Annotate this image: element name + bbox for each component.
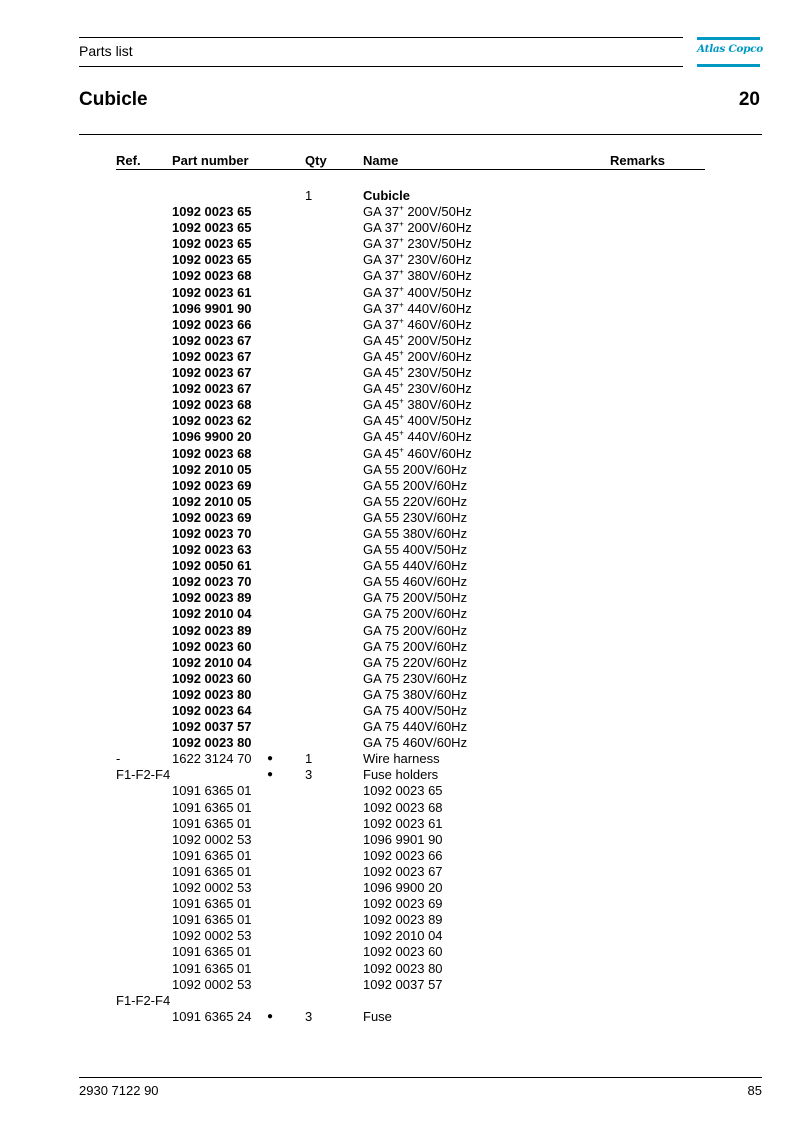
name-superscript: + — [399, 219, 404, 229]
name-suffix: 230V/60Hz — [403, 381, 472, 397]
part-number-cell: 1092 2010 05 — [172, 461, 252, 477]
table-row — [0, 783, 800, 799]
name-cell — [363, 204, 472, 220]
name-text: 1096 9901 90 — [363, 831, 443, 847]
name-superscript: + — [399, 412, 404, 422]
name-cell — [363, 333, 472, 349]
table-row — [0, 446, 800, 462]
name-suffix: 200V/60Hz — [403, 348, 472, 364]
name-text: GA 55 460V/60Hz — [363, 574, 468, 590]
table-row — [0, 574, 800, 590]
table-row — [0, 1009, 800, 1025]
table-row — [0, 703, 800, 719]
ref-cell: F1-F2-F4 — [116, 992, 171, 1008]
part-number-cell: 1092 0023 62 — [172, 413, 252, 429]
name-text: 1092 0023 60 — [363, 944, 443, 960]
table-row — [0, 317, 800, 333]
name-text: 1096 9900 20 — [363, 880, 443, 896]
qty-cell: 3 — [305, 767, 313, 783]
name-cell — [363, 800, 443, 816]
name-suffix: 440V/60Hz — [403, 300, 472, 316]
name-text: GA 75 460V/60Hz — [363, 735, 468, 751]
name-cell — [363, 397, 472, 413]
name-text: 1092 0037 57 — [363, 976, 443, 992]
name-text: GA 45 — [363, 381, 400, 397]
name-cell — [363, 864, 443, 880]
table-row — [0, 896, 800, 912]
name-suffix: 400V/50Hz — [403, 284, 472, 300]
part-number-cell: 1092 0023 69 — [172, 509, 252, 525]
table-row — [0, 236, 800, 252]
part-number-cell: 1092 0002 53 — [172, 880, 252, 896]
name-cell — [363, 252, 472, 268]
footer-rule — [79, 1077, 762, 1078]
name-cell — [363, 623, 467, 639]
table-row — [0, 928, 800, 944]
table-row — [0, 478, 800, 494]
table-row — [0, 381, 800, 397]
part-number-cell: 1092 0023 68 — [172, 268, 252, 284]
name-suffix: 400V/50Hz — [403, 413, 472, 429]
part-number-cell: 1092 0023 68 — [172, 397, 252, 413]
name-text: 1092 0023 61 — [363, 815, 443, 831]
part-number-cell: 1091 6365 01 — [172, 783, 252, 799]
name-text: 1092 0023 69 — [363, 896, 443, 912]
name-text: GA 75 440V/60Hz — [363, 719, 468, 735]
name-suffix: 230V/50Hz — [403, 365, 472, 381]
part-number-cell: 1092 0023 68 — [172, 445, 252, 461]
name-superscript: + — [399, 300, 404, 310]
name-suffix: 380V/60Hz — [403, 397, 472, 413]
name-superscript: + — [399, 332, 404, 342]
name-text: GA 75 200V/60Hz — [363, 638, 468, 654]
table-row — [0, 542, 800, 558]
part-number-cell: 1092 0023 65 — [172, 204, 252, 220]
name-cell — [363, 783, 443, 799]
name-cell — [363, 317, 472, 333]
name-text: 1092 0023 89 — [363, 912, 443, 928]
name-text: GA 75 400V/50Hz — [363, 703, 468, 718]
name-cell — [363, 381, 472, 397]
name-text: GA 55 200V/60Hz — [363, 477, 468, 493]
page-title: Cubicle — [79, 89, 148, 110]
name-superscript: + — [399, 380, 404, 390]
page-number: 85 — [747, 1083, 762, 1098]
column-header-remarks: Remarks — [610, 153, 665, 168]
table-row — [0, 268, 800, 284]
table-row — [0, 397, 800, 413]
name-text: GA 75 200V/60Hz — [363, 606, 468, 622]
table-row — [0, 526, 800, 542]
part-number-cell: 1091 6365 01 — [172, 847, 252, 863]
table-row — [0, 800, 800, 816]
name-text: 1092 0023 65 — [363, 783, 443, 799]
name-text: GA 55 220V/60Hz — [363, 493, 468, 509]
name-suffix: 200V/50Hz — [403, 332, 472, 348]
table-row — [0, 365, 800, 381]
name-cell — [363, 349, 472, 365]
part-number-cell: 1092 0023 60 — [172, 670, 252, 686]
part-number-cell: 1091 6365 01 — [172, 863, 252, 879]
qty-cell: 1 — [305, 188, 313, 203]
table-row — [0, 462, 800, 478]
name-suffix: 200V/60Hz — [403, 220, 472, 236]
table-row — [0, 494, 800, 510]
part-number-cell: 1096 9901 90 — [172, 300, 252, 316]
logo-bottom-bar — [697, 64, 760, 67]
part-number-cell: 1091 6365 01 — [172, 815, 252, 831]
name-text: GA 37 — [363, 252, 400, 268]
name-cell — [363, 816, 443, 832]
table-row — [0, 220, 800, 236]
table-row — [0, 204, 800, 220]
name-superscript: + — [399, 268, 404, 278]
table-row — [0, 671, 800, 687]
qty-cell: 3 — [305, 1008, 313, 1024]
name-cell — [363, 832, 443, 848]
table-row — [0, 655, 800, 671]
name-cell — [363, 510, 467, 526]
name-text: GA 45 — [363, 332, 400, 348]
part-number-cell: 1091 6365 01 — [172, 896, 252, 912]
table-row — [0, 639, 800, 655]
ref-cell: F1-F2-F4 — [116, 767, 171, 783]
table-row — [0, 623, 800, 639]
name-suffix: 230V/60Hz — [403, 252, 472, 268]
table-row — [0, 719, 800, 735]
name-suffix: 460V/60Hz — [403, 445, 472, 461]
name-text: GA 37 — [363, 204, 400, 220]
name-cell — [363, 751, 440, 767]
name-text: GA 55 400V/50Hz — [363, 542, 468, 558]
part-number-cell: 1092 2010 05 — [172, 493, 252, 509]
document-number: 2930 7122 90 — [79, 1083, 159, 1098]
name-text: Fuse — [363, 1008, 392, 1024]
table-row — [0, 590, 800, 606]
document-type: Parts list — [79, 43, 133, 59]
qty-cell: 1 — [305, 751, 313, 767]
name-text: 1092 0023 80 — [363, 960, 443, 976]
table-row — [0, 510, 800, 526]
name-text: 1092 0023 67 — [363, 863, 443, 879]
name-cell — [363, 574, 467, 590]
part-number-cell: 1091 6365 01 — [172, 960, 252, 976]
part-number-cell: 1622 3124 70 — [172, 751, 252, 767]
part-number-cell: 1092 0002 53 — [172, 831, 252, 847]
name-cell — [363, 687, 467, 703]
name-text: GA 75 230V/60Hz — [363, 670, 468, 686]
part-number-cell: 1092 0023 61 — [172, 284, 252, 300]
ref-cell: - — [116, 751, 121, 767]
table-row — [0, 864, 800, 880]
name-cell — [363, 848, 443, 864]
table-row — [0, 301, 800, 317]
name-superscript: + — [399, 429, 404, 439]
name-cell — [363, 767, 438, 783]
name-cell — [363, 413, 472, 429]
name-text: GA 75 200V/50Hz — [363, 590, 468, 606]
name-cell — [363, 494, 467, 510]
name-text: GA 37 — [363, 220, 400, 236]
part-number-cell: 1092 0023 69 — [172, 477, 252, 493]
name-cell — [363, 735, 467, 751]
part-number-cell: 1092 0023 89 — [172, 622, 252, 638]
table-row — [0, 961, 800, 977]
table-row — [0, 735, 800, 751]
part-number-cell: 1092 0002 53 — [172, 928, 252, 944]
name-cell — [363, 912, 443, 928]
table-row — [0, 832, 800, 848]
part-number-cell: 1092 0023 80 — [172, 686, 252, 702]
part-number-cell: 1092 2010 04 — [172, 606, 252, 622]
name-text: GA 75 220V/60Hz — [363, 654, 468, 670]
bullet-icon: ● — [267, 753, 274, 765]
name-text: GA 45 — [363, 348, 400, 364]
name-cell — [363, 961, 443, 977]
name-text: GA 37 — [363, 268, 400, 284]
name-cell — [363, 1009, 392, 1025]
name-cell — [363, 928, 443, 944]
part-number-cell: 1092 0037 57 — [172, 719, 252, 735]
parts-table-body — [0, 188, 800, 1025]
table-row — [0, 687, 800, 703]
name-suffix: 380V/60Hz — [403, 268, 472, 284]
part-number-cell: 1092 0023 70 — [172, 574, 252, 590]
section-number: 20 — [738, 89, 760, 110]
part-number-cell: 1092 0002 53 — [172, 976, 252, 992]
table-row — [0, 252, 800, 268]
name-text: GA 75 380V/60Hz — [363, 686, 468, 702]
name-text: GA 45 — [363, 397, 400, 413]
table-row — [0, 912, 800, 928]
name-cell — [363, 590, 467, 606]
name-cell — [363, 703, 467, 719]
column-header-part-number: Part number — [172, 153, 249, 168]
part-number-cell: 1092 0023 80 — [172, 735, 252, 751]
name-suffix: 230V/50Hz — [403, 236, 472, 252]
name-cell — [363, 655, 467, 671]
name-cell — [363, 880, 443, 896]
table-row — [0, 944, 800, 960]
part-number-cell: 1092 0023 64 — [172, 703, 252, 718]
table-row — [0, 285, 800, 301]
name-text: GA 55 380V/60Hz — [363, 525, 468, 541]
name-cell — [363, 236, 472, 252]
part-number-cell: 1096 9900 20 — [172, 429, 252, 445]
column-header-ref: Ref. — [116, 153, 141, 168]
table-row — [0, 429, 800, 445]
bullet-icon: ● — [267, 1010, 274, 1022]
part-number-cell: 1092 0023 65 — [172, 236, 252, 252]
name-text: GA 37 — [363, 284, 400, 300]
column-header-qty: Qty — [305, 153, 327, 168]
logo-wordmark: Atlas Copco — [697, 43, 763, 55]
name-superscript: + — [399, 284, 404, 294]
name-superscript: + — [399, 252, 404, 262]
name-cell — [363, 462, 467, 478]
part-number-cell: 1091 6365 01 — [172, 912, 252, 928]
name-text: GA 45 — [363, 429, 400, 445]
table-row — [0, 993, 800, 1009]
part-number-cell: 1091 6365 01 — [172, 799, 252, 815]
table-row — [0, 816, 800, 832]
name-text: GA 75 200V/60Hz — [363, 622, 468, 638]
name-text: 1092 0023 66 — [363, 847, 443, 863]
name-text: GA 55 230V/60Hz — [363, 509, 468, 525]
name-superscript: + — [399, 396, 404, 406]
part-number-cell: 1092 0050 61 — [172, 558, 252, 574]
table-row — [0, 848, 800, 864]
name-superscript: + — [399, 364, 404, 374]
name-text: GA 55 440V/60Hz — [363, 558, 468, 574]
table-row — [0, 751, 800, 767]
name-suffix: 460V/60Hz — [403, 316, 472, 332]
name-cell — [363, 478, 467, 494]
header-top-rule — [79, 37, 683, 38]
name-suffix: 200V/50Hz — [403, 204, 472, 220]
table-row — [0, 333, 800, 349]
table-row — [0, 558, 800, 574]
name-text: Wire harness — [363, 751, 440, 767]
header-bottom-rule — [79, 66, 683, 67]
table-row — [0, 188, 800, 204]
name-cell — [363, 944, 443, 960]
name-text: GA 37 — [363, 300, 400, 316]
name-suffix: 440V/60Hz — [403, 429, 472, 445]
bullet-icon: ● — [267, 769, 274, 781]
table-row — [0, 413, 800, 429]
name-cell — [363, 639, 467, 655]
column-header-name: Name — [363, 153, 399, 168]
name-superscript: + — [399, 203, 404, 213]
name-cell — [363, 542, 467, 558]
name-text: Cubicle — [363, 188, 410, 203]
part-number-cell: 1092 0023 67 — [172, 348, 252, 364]
name-superscript: + — [399, 348, 404, 358]
brand-logo — [697, 37, 763, 67]
name-text: GA 45 — [363, 445, 400, 461]
part-number-cell: 1092 0023 67 — [172, 381, 252, 397]
table-row — [0, 606, 800, 622]
table-row — [0, 977, 800, 993]
name-superscript: + — [399, 445, 404, 455]
name-cell — [363, 446, 472, 462]
name-cell — [363, 719, 467, 735]
part-number-cell: 1091 6365 24 — [172, 1008, 252, 1024]
name-text: GA 37 — [363, 316, 400, 332]
name-cell — [363, 558, 467, 574]
table-row — [0, 767, 800, 783]
name-superscript: + — [399, 316, 404, 326]
name-cell — [363, 977, 443, 993]
name-cell — [363, 188, 410, 204]
name-text: Fuse holders — [363, 767, 439, 783]
name-cell — [363, 268, 472, 284]
part-number-cell: 1092 0023 63 — [172, 542, 252, 558]
title-rule — [79, 134, 762, 135]
table-row — [0, 880, 800, 896]
name-cell — [363, 896, 443, 912]
name-cell — [363, 301, 472, 317]
part-number-cell: 1092 0023 67 — [172, 332, 252, 348]
name-text: 1092 0023 68 — [363, 799, 443, 815]
part-number-cell: 1092 0023 65 — [172, 252, 252, 268]
part-number-cell: 1092 0023 66 — [172, 316, 252, 332]
name-superscript: + — [399, 235, 404, 245]
part-number-cell: 1092 0023 70 — [172, 525, 252, 541]
name-cell — [363, 671, 467, 687]
name-text: GA 45 — [363, 365, 400, 381]
name-cell — [363, 365, 472, 381]
part-number-cell: 1091 6365 01 — [172, 944, 252, 960]
name-cell — [363, 526, 467, 542]
name-text: GA 45 — [363, 413, 400, 429]
name-text: GA 55 200V/60Hz — [363, 461, 468, 477]
name-cell — [363, 285, 472, 301]
column-header-rule — [116, 169, 705, 170]
table-row — [0, 349, 800, 365]
part-number-cell: 1092 0023 89 — [172, 590, 252, 606]
logo-top-bar — [697, 37, 760, 40]
name-cell — [363, 429, 472, 445]
name-cell — [363, 606, 467, 622]
name-text: 1092 2010 04 — [363, 928, 443, 944]
name-text: GA 37 — [363, 236, 400, 252]
part-number-cell: 1092 0023 67 — [172, 365, 252, 381]
part-number-cell: 1092 2010 04 — [172, 654, 252, 670]
name-cell — [363, 220, 472, 236]
part-number-cell: 1092 0023 60 — [172, 638, 252, 654]
part-number-cell: 1092 0023 65 — [172, 220, 252, 236]
